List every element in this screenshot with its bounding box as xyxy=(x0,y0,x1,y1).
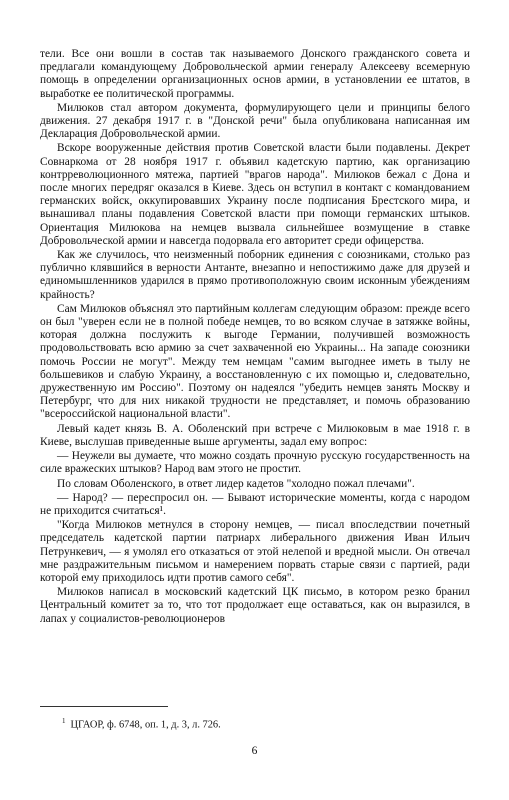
paragraph-2: Милюков стал автором документа, формулирующего цели и принципы белого движения. 27 декабря 1917 г. в "Донской речи" была опубликована написанная им Декларация Добровольческой армии. xyxy=(40,101,470,141)
footnote-divider xyxy=(40,706,168,707)
paragraph-5: Сам Милюков объяснял это партийным коллегам следующим образом: прежде всего он был "уверен если не в полной победе немцев, то во всяком случае в затяжке войны, которая должна послужить к выгоде Германии, получившей возможность продовольствовать всю армию за счет захваченной ею Украины... На западе союзники помочь России не могут". Между тем немцам "самим выгоднее иметь в тылу не большевиков и слабую Украину, а восстановленную с их помощью и, следовательно, дружественную им Россию". Поэтому он надеялся "убедить немцев занять Москву и Петербург, что для них никакой трудности не представляет, и помочь образованию "всероссийской национальной власти". xyxy=(40,302,470,421)
paragraph-10: "Когда Милюков метнулся в сторону немцев, — писал впоследствии почетный председатель кадетской партии патриарх либерального движения Иван Ильич Петрункевич, — я умолял его отказаться от этой нелепой и вредной мысли. Он отвечал мне раздражительным письмом и намерением порвать старые связи с партией, ради которой ему приходилось идти против самого себя". xyxy=(40,519,470,584)
page-body xyxy=(40,48,470,627)
paragraph-8: По словам Оболенского, в ответ лидер кадетов "холодно пожал плечами". xyxy=(57,477,415,490)
paragraph-9: — Народ? — переспросил он. — Бывают исторические моменты, когда с народом не приходится считаться¹. xyxy=(40,491,470,517)
paragraph-1: тели. Все они вошли в состав так называемого Донского гражданского совета и предлагали командующему Добровольческой армии генералу Алексееву всемерную помощь в определении организационных основ армии, в установлении ее штатов, в выработке ее политической программы. xyxy=(40,48,470,100)
paragraph-6: Левый кадет князь В. А. Оболенский при встрече с Милюковым в мае 1918 г. в Киеве, выслушав приведенные выше аргументы, задал ему вопрос: xyxy=(40,422,470,448)
paragraph-7: — Неужели вы думаете, что можно создать прочную русскую государственность на силе вражеских штыков? Народ вам этого не простит. xyxy=(40,450,470,476)
footnote xyxy=(62,715,462,731)
paragraph-11: Милюков написал в московский кадетский ЦК письмо, в котором резко бранил Центральный комитет за то, что тот продолжает еще оставаться, как он выразился, в лапах у социалистов-революционеров xyxy=(40,586,470,625)
footnote-text: ЦГАОР, ф. 6748, оп. 1, д. 3, л. 726. xyxy=(70,719,221,731)
paragraph-4: Как же случилось, что неизменный поборник единения с союзниками, столько раз публично клявшийся в верности Антанте, внезапно и непостижимо даже для друзей и единомышленников ударился в прямо противоположную своим исконным убеждениям крайность? xyxy=(40,249,470,301)
paragraph-3: Вскоре вооруженные действия против Советской власти были подавлены. Декрет Совнаркома от 28 ноября 1917 г. объявил кадетскую партию, как организацию контрреволюционного мятежа, партией "врагов народа". Милюков бежал с Дона и после многих передряг оказался в Киеве. Здесь он вступил в контакт с командованием германских войск, оккупировавших Украину после подписания Брестского мира, и вынашивал планы подавления Советской власти при помощи германских штыков. Ориентация Милюкова на немцев вызвала сильнейшее возмущение в ставке Добровольческой армии и навсегда подорвала его авторитет среди офицерства. xyxy=(40,142,470,247)
footnote-marker: 1 xyxy=(62,717,66,725)
page-number: 6 xyxy=(251,745,258,757)
